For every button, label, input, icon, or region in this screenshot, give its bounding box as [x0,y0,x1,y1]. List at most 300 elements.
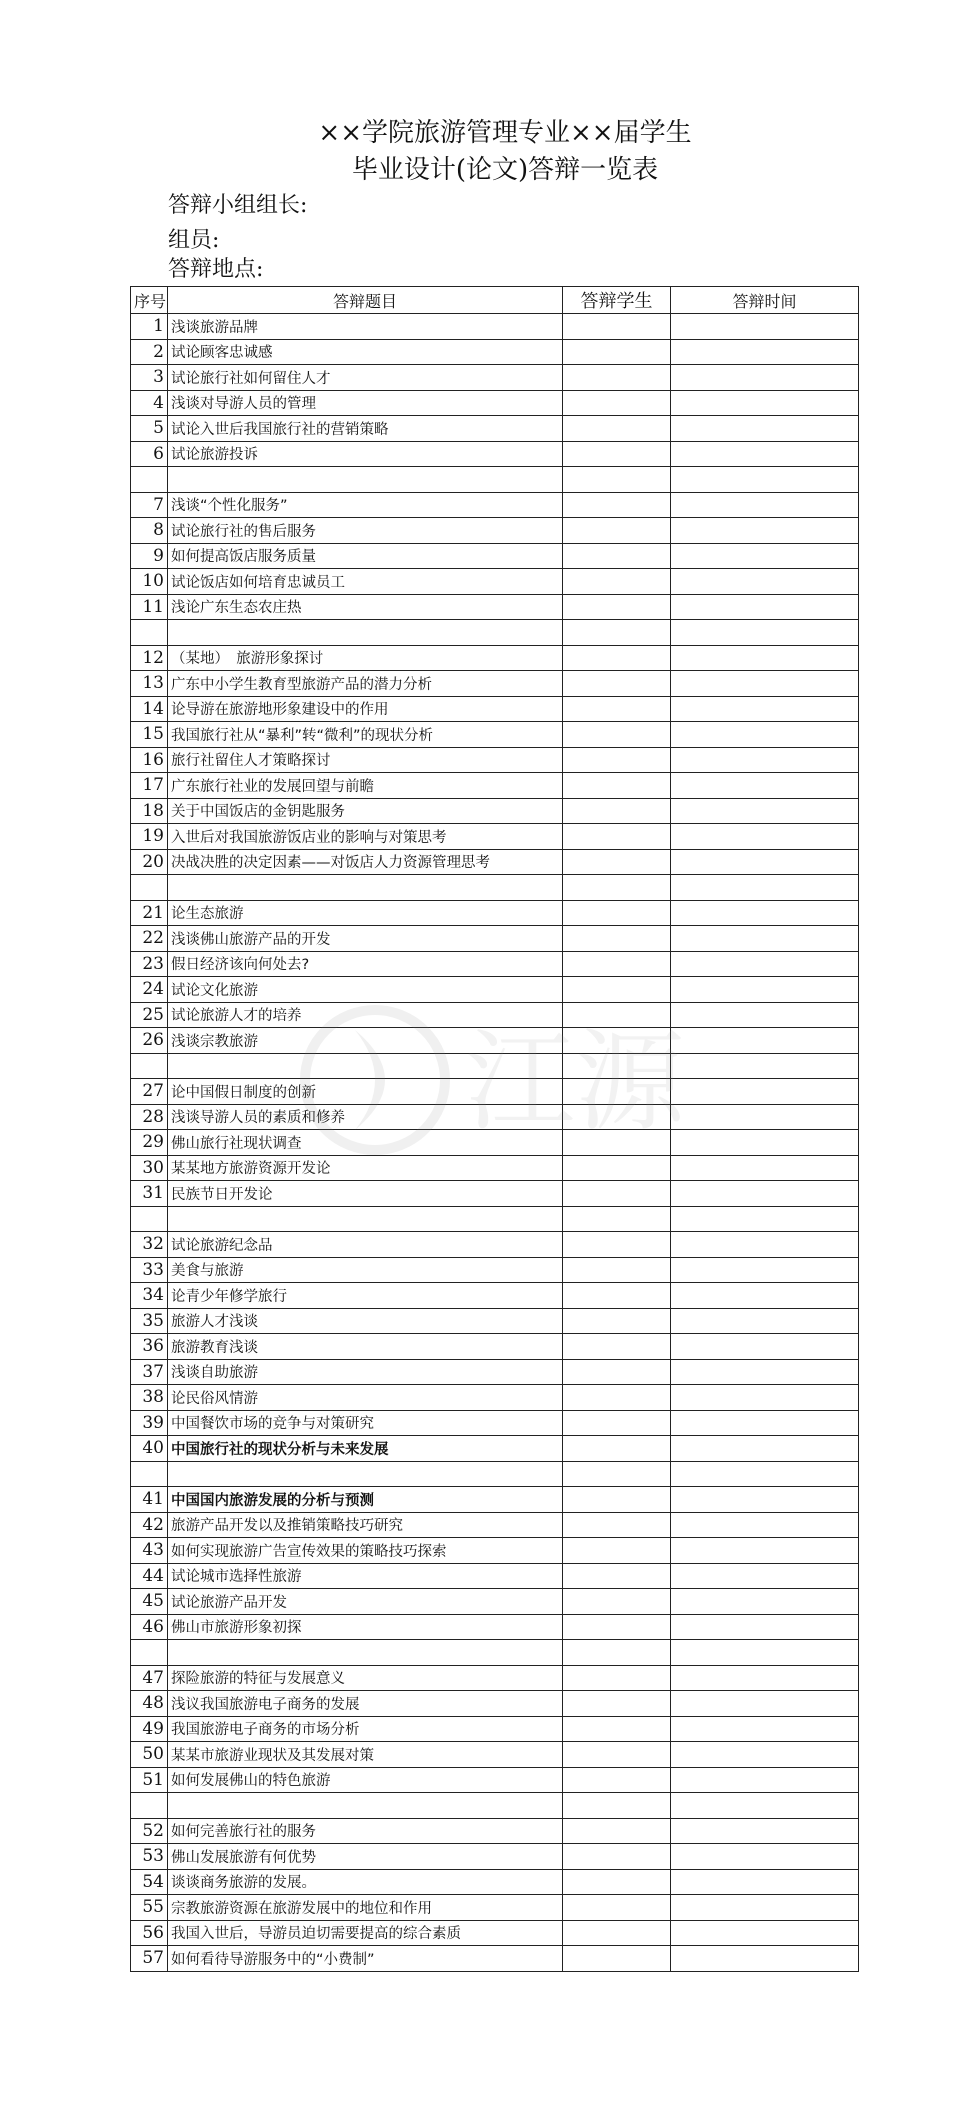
cell-topic: 如何实现旅游广告宣传效果的策略技巧探索 [168,1538,563,1564]
cell-no: 23 [131,951,168,977]
cell-topic: 某某地方旅游资源开发论 [168,1155,563,1181]
cell-time [671,1538,859,1564]
cell-time [671,1793,859,1819]
cell-topic [168,620,563,646]
table-row [131,722,859,748]
cell-time [671,1767,859,1793]
cell-topic: 试论旅行社如何留住人才 [168,365,563,391]
table-row [131,492,859,518]
table-row [131,1283,859,1309]
cell-topic [168,1640,563,1666]
cell-topic: 某某市旅游业现状及其发展对策 [168,1742,563,1768]
table-row [131,1793,859,1819]
cell-time [671,1410,859,1436]
location-label: 答辩地点: [168,257,264,282]
cell-no: 51 [131,1767,168,1793]
cell-time [671,1716,859,1742]
cell-time [671,1053,859,1079]
cell-no: 55 [131,1895,168,1921]
table-row [131,977,859,1003]
cell-topic: 广东中小学生教育型旅游产品的潜力分析 [168,671,563,697]
cell-time [671,1512,859,1538]
cell-no [131,620,168,646]
cell-student [563,1869,671,1895]
table-row [131,1869,859,1895]
cell-topic: 假日经济该向何处去? [168,951,563,977]
page-title-line-2: 毕业设计(论文)答辩一览表 [351,155,659,185]
table-row [131,926,859,952]
cell-time [671,1155,859,1181]
cell-student [563,1104,671,1130]
cell-student [563,467,671,493]
cell-student [563,671,671,697]
cell-topic: 试论旅游纪念品 [168,1232,563,1258]
cell-time [671,1181,859,1207]
cell-topic: 浅谈旅游品牌 [168,314,563,340]
cell-student [563,900,671,926]
cell-time [671,926,859,952]
table-row [131,1640,859,1666]
table-row [131,1079,859,1105]
cell-no: 16 [131,747,168,773]
cell-time [671,1002,859,1028]
cell-no: 6 [131,441,168,467]
cell-student [563,875,671,901]
cell-no: 8 [131,518,168,544]
cell-time [671,314,859,340]
cell-student [563,569,671,595]
cell-topic: 论中国假日制度的创新 [168,1079,563,1105]
cell-time [671,1640,859,1666]
cell-topic [168,467,563,493]
cell-student [563,339,671,365]
cell-time [671,1079,859,1105]
table-row [131,1104,859,1130]
table-row [131,747,859,773]
cell-no: 42 [131,1512,168,1538]
cell-student [563,1589,671,1615]
cell-time [671,849,859,875]
cell-student [563,1308,671,1334]
table-row [131,1155,859,1181]
table-row [131,339,859,365]
cell-time [671,1206,859,1232]
table-row [131,1334,859,1360]
cell-student [563,518,671,544]
table-row [131,1767,859,1793]
cell-topic: 宗教旅游资源在旅游发展中的地位和作用 [168,1895,563,1921]
cell-no: 10 [131,569,168,595]
cell-student [563,722,671,748]
cell-student [563,1283,671,1309]
cell-no: 1 [131,314,168,340]
table-row [131,1665,859,1691]
table-row [131,1691,859,1717]
cell-time [671,798,859,824]
cell-time [671,1334,859,1360]
cell-student [563,1461,671,1487]
cell-time [671,543,859,569]
table-row [131,620,859,646]
cell-student [563,849,671,875]
cell-time [671,441,859,467]
table-row [131,1436,859,1462]
cell-no: 13 [131,671,168,697]
cell-no: 50 [131,1742,168,1768]
cell-no: 17 [131,773,168,799]
cell-student [563,1920,671,1946]
cell-student [563,1742,671,1768]
cell-topic: 旅行社留住人才策略探讨 [168,747,563,773]
cell-topic: 关于中国饭店的金钥匙服务 [168,798,563,824]
cell-student [563,390,671,416]
cell-time [671,951,859,977]
cell-no: 27 [131,1079,168,1105]
cell-topic: 论民俗风情游 [168,1385,563,1411]
cell-time [671,390,859,416]
cell-time [671,365,859,391]
cell-student [563,824,671,850]
cell-no: 43 [131,1538,168,1564]
cell-student [563,1614,671,1640]
cell-student [563,1946,671,1972]
cell-time [671,824,859,850]
table-row [131,1844,859,1870]
cell-student [563,1436,671,1462]
cell-no: 29 [131,1130,168,1156]
cell-no: 38 [131,1385,168,1411]
cell-topic: 浅论广东生态农庄热 [168,594,563,620]
cell-topic: 如何发展佛山的特色旅游 [168,1767,563,1793]
cell-student [563,1767,671,1793]
cell-student [563,492,671,518]
cell-time [671,620,859,646]
cell-no: 24 [131,977,168,1003]
cell-topic: 试论饭店如何培育忠诚员工 [168,569,563,595]
cell-topic: 中国国内旅游发展的分析与预测 [168,1487,563,1513]
cell-topic: 论生态旅游 [168,900,563,926]
table-row [131,1461,859,1487]
cell-no: 22 [131,926,168,952]
cell-no: 19 [131,824,168,850]
cell-topic: 决战决胜的决定因素——对饭店人力资源管理思考 [168,849,563,875]
cell-time [671,492,859,518]
cell-student [563,1130,671,1156]
cell-student [563,1895,671,1921]
page-title-line-1: ××学院旅游管理专业××届学生 [318,118,692,148]
table-row [131,594,859,620]
table-row [131,1053,859,1079]
cell-topic: 我国入世后，导游员迫切需要提高的综合素质 [168,1920,563,1946]
cell-no: 5 [131,416,168,442]
table-row [131,951,859,977]
cell-student [563,1487,671,1513]
table-row [131,1742,859,1768]
cell-topic: 民族节日开发论 [168,1181,563,1207]
cell-topic: 如何完善旅行社的服务 [168,1818,563,1844]
cell-topic: 美食与旅游 [168,1257,563,1283]
cell-student [563,1359,671,1385]
cell-student [563,926,671,952]
cell-student [563,1385,671,1411]
table-row [131,1589,859,1615]
cell-time [671,696,859,722]
cell-no: 41 [131,1487,168,1513]
cell-time [671,1946,859,1972]
table-row [131,900,859,926]
table-row [131,1002,859,1028]
cell-no: 21 [131,900,168,926]
cell-no [131,1206,168,1232]
table-row [131,1232,859,1258]
table-row [131,1614,859,1640]
table-row [131,1028,859,1054]
cell-topic: 佛山旅行社现状调查 [168,1130,563,1156]
cell-topic: 浅谈对导游人员的管理 [168,390,563,416]
cell-student [563,1002,671,1028]
table-row [131,518,859,544]
table-row [131,671,859,697]
cell-student [563,1206,671,1232]
table-row [131,314,859,340]
cell-topic [168,1793,563,1819]
table-row [131,543,859,569]
cell-student [563,1181,671,1207]
cell-student [563,1665,671,1691]
cell-time [671,1104,859,1130]
cell-student [563,594,671,620]
cell-student [563,365,671,391]
cell-topic: 我国旅行社从“暴利”转“微利”的现状分析 [168,722,563,748]
cell-topic: 浅议我国旅游电子商务的发展 [168,1691,563,1717]
cell-time [671,747,859,773]
cell-topic: 浅谈“个性化服务” [168,492,563,518]
cell-topic [168,875,563,901]
table-header-row [131,287,859,314]
cell-time [671,1691,859,1717]
cell-no: 53 [131,1844,168,1870]
cell-topic: 试论文化旅游 [168,977,563,1003]
table-row [131,696,859,722]
cell-student [563,1232,671,1258]
cell-no: 9 [131,543,168,569]
table-row [131,1181,859,1207]
cell-no: 40 [131,1436,168,1462]
cell-time [671,1920,859,1946]
cell-student [563,1334,671,1360]
cell-student [563,1053,671,1079]
cell-student [563,1691,671,1717]
cell-no: 30 [131,1155,168,1181]
table-row [131,1920,859,1946]
cell-topic: 论青少年修学旅行 [168,1283,563,1309]
cell-no: 32 [131,1232,168,1258]
cell-time [671,1869,859,1895]
cell-time [671,467,859,493]
table-row [131,467,859,493]
cell-student [563,773,671,799]
cell-student [563,314,671,340]
cell-no: 44 [131,1563,168,1589]
cell-topic: 试论旅游投诉 [168,441,563,467]
cell-no: 7 [131,492,168,518]
cell-topic: 旅游教育浅谈 [168,1334,563,1360]
cell-topic: 试论入世后我国旅行社的营销策略 [168,416,563,442]
cell-student [563,951,671,977]
table-row [131,1946,859,1972]
cell-topic: 浅谈佛山旅游产品的开发 [168,926,563,952]
cell-topic: 浅谈导游人员的素质和修养 [168,1104,563,1130]
cell-topic: 佛山市旅游形象初探 [168,1614,563,1640]
cell-topic: 论导游在旅游地形象建设中的作用 [168,696,563,722]
cell-time [671,671,859,697]
cell-no: 26 [131,1028,168,1054]
cell-student [563,441,671,467]
cell-time [671,1665,859,1691]
table-row [131,645,859,671]
table-row [131,390,859,416]
cell-student [563,1640,671,1666]
cell-student [563,1028,671,1054]
cell-no: 37 [131,1359,168,1385]
cell-no [131,875,168,901]
cell-no: 14 [131,696,168,722]
cell-topic: 浅谈宗教旅游 [168,1028,563,1054]
cell-student [563,798,671,824]
cell-topic: 我国旅游电子商务的市场分析 [168,1716,563,1742]
cell-student [563,1716,671,1742]
cell-topic: 中国旅行社的现状分析与未来发展 [168,1436,563,1462]
cell-no: 47 [131,1665,168,1691]
cell-time [671,1130,859,1156]
table-body [131,314,859,1972]
cell-no: 36 [131,1334,168,1360]
table-row [131,1487,859,1513]
cell-no: 39 [131,1410,168,1436]
table-row [131,849,859,875]
cell-student [563,1563,671,1589]
cell-no: 25 [131,1002,168,1028]
table-row [131,875,859,901]
cell-time [671,1308,859,1334]
cell-no: 4 [131,390,168,416]
cell-student [563,1844,671,1870]
table-row [131,798,859,824]
cell-time [671,1487,859,1513]
cell-student [563,620,671,646]
table-row [131,1257,859,1283]
cell-no: 33 [131,1257,168,1283]
cell-topic: 广东旅行社业的发展回望与前瞻 [168,773,563,799]
cell-student [563,1155,671,1181]
cell-no: 45 [131,1589,168,1615]
cell-no: 35 [131,1308,168,1334]
members-label: 组员: [168,228,220,253]
cell-time [671,722,859,748]
cell-time [671,518,859,544]
table-row [131,569,859,595]
table-row [131,773,859,799]
cell-topic: 试论顾客忠诚感 [168,339,563,365]
cell-topic: 佛山发展旅游有何优势 [168,1844,563,1870]
cell-time [671,339,859,365]
cell-topic: 旅游人才浅谈 [168,1308,563,1334]
cell-no: 48 [131,1691,168,1717]
cell-no: 52 [131,1818,168,1844]
watermark-text: 江源 [465,1018,685,1146]
table-row [131,1563,859,1589]
cell-no: 28 [131,1104,168,1130]
cell-no: 18 [131,798,168,824]
cell-no: 49 [131,1716,168,1742]
cell-no: 56 [131,1920,168,1946]
cell-no: 15 [131,722,168,748]
table-row [131,1818,859,1844]
cell-time [671,1844,859,1870]
cell-time [671,1385,859,1411]
cell-student [563,1257,671,1283]
cell-student [563,1512,671,1538]
cell-time [671,1589,859,1615]
cell-topic: 浅谈自助旅游 [168,1359,563,1385]
cell-topic: 旅游产品开发以及推销策略技巧研究 [168,1512,563,1538]
cell-no [131,1461,168,1487]
cell-time [671,1563,859,1589]
header-no: 序号 [131,287,168,314]
defense-table [130,286,859,1972]
cell-time [671,594,859,620]
cell-topic: 中国餐饮市场的竞争与对策研究 [168,1410,563,1436]
cell-time [671,569,859,595]
header-topic: 答辩题目 [168,287,563,314]
cell-no: 31 [131,1181,168,1207]
cell-topic: 试论旅游人才的培养 [168,1002,563,1028]
cell-time [671,977,859,1003]
cell-time [671,1283,859,1309]
table-row [131,1308,859,1334]
cell-no: 57 [131,1946,168,1972]
table-row [131,1538,859,1564]
cell-student [563,543,671,569]
table-row [131,1206,859,1232]
cell-time [671,773,859,799]
cell-time [671,1895,859,1921]
cell-student [563,1818,671,1844]
table-row [131,1385,859,1411]
table-row [131,416,859,442]
header-time: 答辩时间 [671,287,859,314]
cell-time [671,1742,859,1768]
cell-topic [168,1461,563,1487]
group-leader-label: 答辩小组组长: [168,193,308,218]
cell-time [671,416,859,442]
cell-time [671,1461,859,1487]
cell-student [563,1410,671,1436]
cell-topic: 如何提高饭店服务质量 [168,543,563,569]
cell-topic: 谈谈商务旅游的发展。 [168,1869,563,1895]
cell-topic: 如何看待导游服务中的“小费制” [168,1946,563,1972]
cell-student [563,977,671,1003]
cell-time [671,1028,859,1054]
cell-topic [168,1053,563,1079]
cell-topic [168,1206,563,1232]
cell-time [671,1818,859,1844]
cell-topic: 试论旅游产品开发 [168,1589,563,1615]
cell-time [671,875,859,901]
cell-no [131,1640,168,1666]
cell-no [131,1793,168,1819]
cell-student [563,1079,671,1105]
